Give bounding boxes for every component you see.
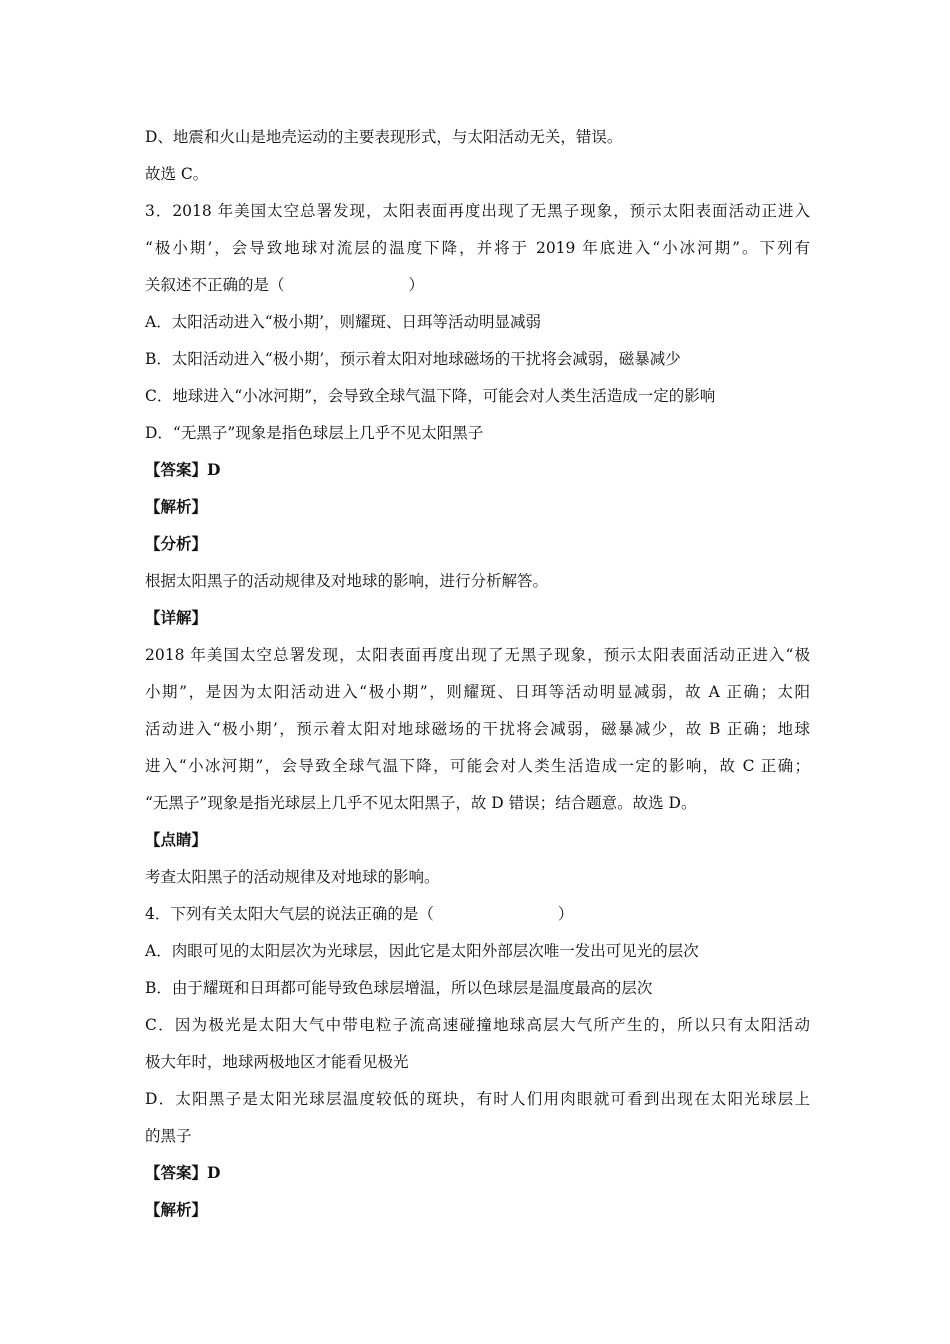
detail-text: 活动进入“极小期’，预示着太阳对地球磁场的干扰将会减弱，磁暴减少，故 B 正确；地球 [145, 720, 810, 738]
comment-text: 考查太阳黑子的活动规律及对地球的影响。 [145, 868, 440, 886]
option-b: B．太阳活动进入“极小期’，预示着太阳对地球磁场的干扰将会减弱，磁暴减少 [145, 350, 681, 368]
detail-text: 进入“小冰河期”，会导致全球气温下降，可能会对人类生活造成一定的影响，故 C 正确； [145, 757, 810, 775]
detail-label: 【详解】 [145, 608, 208, 627]
option-d: 的黑子 [145, 1127, 192, 1145]
question-3-stem: 3．2018 年美国太空总署发现，太阳表面再度出现了无黑子现象，预示太阳表面活动正进入 [145, 202, 810, 220]
fenxi-label: 【分析】 [145, 534, 208, 553]
comment-label: 【点睛】 [145, 830, 208, 849]
option-c: 极大年时，地球两极地区才能看见极光 [145, 1053, 409, 1071]
option-c: C．因为极光是太阳大气中带电粒子流高速碰撞地球高层大气所产生的，所以只有太阳活动 [145, 1016, 810, 1034]
detail-text: “无黑子”现象是指光球层上几乎不见太阳黑子，故 D 错误；结合题意。故选 D。 [145, 794, 697, 812]
analysis-label: 【解析】 [145, 497, 208, 516]
option-b: B．由于耀斑和日珥都可能导致色球层增温，所以色球层是温度最高的层次 [145, 979, 653, 997]
text-line: D、地震和火山是地壳运动的主要表现形式，与太阳活动无关，错误。 [145, 128, 623, 146]
analysis-label: 【解析】 [145, 1200, 208, 1219]
option-a: A．太阳活动进入“极小期’，则耀斑、日珥等活动明显减弱 [145, 313, 542, 331]
answer-label: 【答案】D [145, 460, 221, 479]
option-c: C．地球进入“小冰河期”，会导致全球气温下降，可能会对人类生活造成一定的影响 [145, 387, 716, 405]
text-line: 故选 C。 [145, 165, 209, 183]
option-d: D．太阳黑子是太阳光球层温度较低的斑块，有时人们用肉眼就可看到出现在太阳光球层上 [145, 1090, 810, 1108]
question-3-stem: 关叙述不正确的是（ ） [145, 276, 425, 294]
option-a: A．肉眼可见的太阳层次为光球层，因此它是太阳外部层次唯一发出可见光的层次 [145, 942, 699, 960]
analysis-text: 根据太阳黑子的活动规律及对地球的影响，进行分析解答。 [145, 572, 549, 590]
question-3-stem: “极小期’，会导致地球对流层的温度下降，并将于 2019 年底进入“小冰河期”。下列有 [145, 239, 810, 257]
detail-text: 2018 年美国太空总署发现，太阳表面再度出现了无黑子现象，预示太阳表面活动正进入“极 [145, 646, 810, 664]
detail-text: 小期”，是因为太阳活动进入“极小期”，则耀斑、日珥等活动明显减弱，故 A 正确；太阳 [145, 683, 810, 701]
question-4-stem: 4．下列有关太阳大气层的说法正确的是（ ） [145, 905, 574, 923]
answer-label: 【答案】D [145, 1163, 221, 1182]
option-d: D．“无黑子”现象是指色球层上几乎不见太阳黑子 [145, 424, 484, 442]
